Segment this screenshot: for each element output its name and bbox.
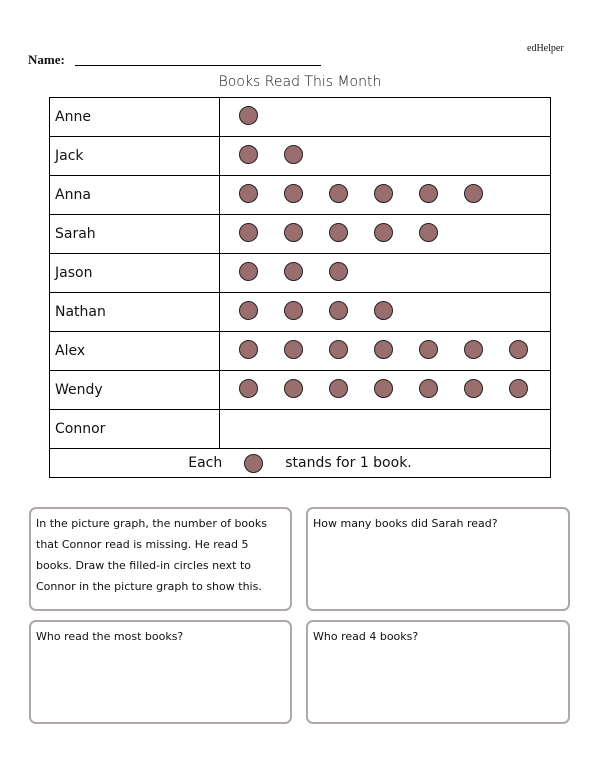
book-circle-icon: [419, 184, 438, 203]
name-line[interactable]: [75, 65, 321, 66]
brand-label: edHelper: [527, 43, 564, 54]
row-symbols[interactable]: [220, 293, 550, 331]
row-name: Wendy: [50, 371, 220, 409]
row-symbols[interactable]: [220, 254, 550, 292]
row-name: Sarah: [50, 215, 220, 253]
book-circle-icon: [509, 379, 528, 398]
book-circle-icon: [509, 340, 528, 359]
graph-key: [50, 449, 550, 477]
graph-row: [50, 137, 550, 176]
book-circle-icon: [329, 184, 348, 203]
row-symbols[interactable]: [220, 176, 550, 214]
key-prefix: Each: [188, 455, 223, 471]
row-name: Jason: [50, 254, 220, 292]
row-name: Alex: [50, 332, 220, 370]
row-symbols[interactable]: [220, 410, 550, 448]
book-circle-icon: [284, 184, 303, 203]
graph-row: [50, 332, 550, 371]
graph-title: Books Read This Month: [218, 74, 382, 90]
row-name: Anna: [50, 176, 220, 214]
book-circle-icon: [464, 340, 483, 359]
name-label: Name:: [28, 52, 65, 67]
book-circle-icon: [239, 262, 258, 281]
book-circle-icon: [329, 379, 348, 398]
question-box-sarah[interactable]: [306, 507, 570, 611]
row-symbols[interactable]: [220, 98, 550, 136]
graph-row: [50, 98, 550, 137]
question-text: In the picture graph, the number of books that Connor read is missing. He read 5 books. Draw the filled-in circles next to Connor in the picture graph to show this.: [36, 517, 267, 593]
row-name: Nathan: [50, 293, 220, 331]
book-circle-icon: [239, 379, 258, 398]
book-circle-icon: [284, 379, 303, 398]
book-circle-icon: [329, 223, 348, 242]
book-circle-icon: [374, 301, 393, 320]
graph-row: [50, 371, 550, 410]
row-name: Connor: [50, 410, 220, 448]
question-box-four[interactable]: [306, 620, 570, 724]
book-circle-icon: [419, 379, 438, 398]
key-suffix: stands for 1 book.: [285, 455, 412, 471]
book-circle-icon: [419, 223, 438, 242]
question-text: Who read 4 books?: [313, 630, 419, 643]
question-text: How many books did Sarah read?: [313, 517, 498, 530]
question-box-most[interactable]: [29, 620, 292, 724]
book-circle-icon: [329, 340, 348, 359]
book-circle-icon: [239, 145, 258, 164]
graph-row: [50, 293, 550, 332]
book-circle-icon: [284, 262, 303, 281]
row-name: Anne: [50, 98, 220, 136]
row-symbols[interactable]: [220, 332, 550, 370]
book-circle-icon: [284, 340, 303, 359]
graph-row: [50, 410, 550, 449]
book-circle-icon: [239, 340, 258, 359]
book-circle-icon: [329, 301, 348, 320]
graph-row: [50, 176, 550, 215]
graph-row: [50, 254, 550, 293]
book-circle-icon: [329, 262, 348, 281]
book-circle-icon: [419, 340, 438, 359]
book-circle-icon: [239, 106, 258, 125]
book-circle-icon: [239, 301, 258, 320]
book-circle-icon: [239, 223, 258, 242]
row-symbols[interactable]: [220, 371, 550, 409]
question-text: Who read the most books?: [36, 630, 184, 643]
book-circle-icon: [374, 223, 393, 242]
row-symbols[interactable]: [220, 137, 550, 175]
book-circle-icon: [374, 379, 393, 398]
book-circle-icon: [284, 223, 303, 242]
book-circle-icon: [374, 340, 393, 359]
book-circle-icon: [284, 301, 303, 320]
book-circle-icon: [464, 184, 483, 203]
graph-row: [50, 215, 550, 254]
row-name: Jack: [50, 137, 220, 175]
picture-graph: [49, 97, 551, 478]
circle-symbol-icon: [244, 454, 263, 473]
row-symbols[interactable]: [220, 215, 550, 253]
book-circle-icon: [284, 145, 303, 164]
book-circle-icon: [374, 184, 393, 203]
book-circle-icon: [464, 379, 483, 398]
question-box-connor[interactable]: [29, 507, 292, 611]
book-circle-icon: [239, 184, 258, 203]
